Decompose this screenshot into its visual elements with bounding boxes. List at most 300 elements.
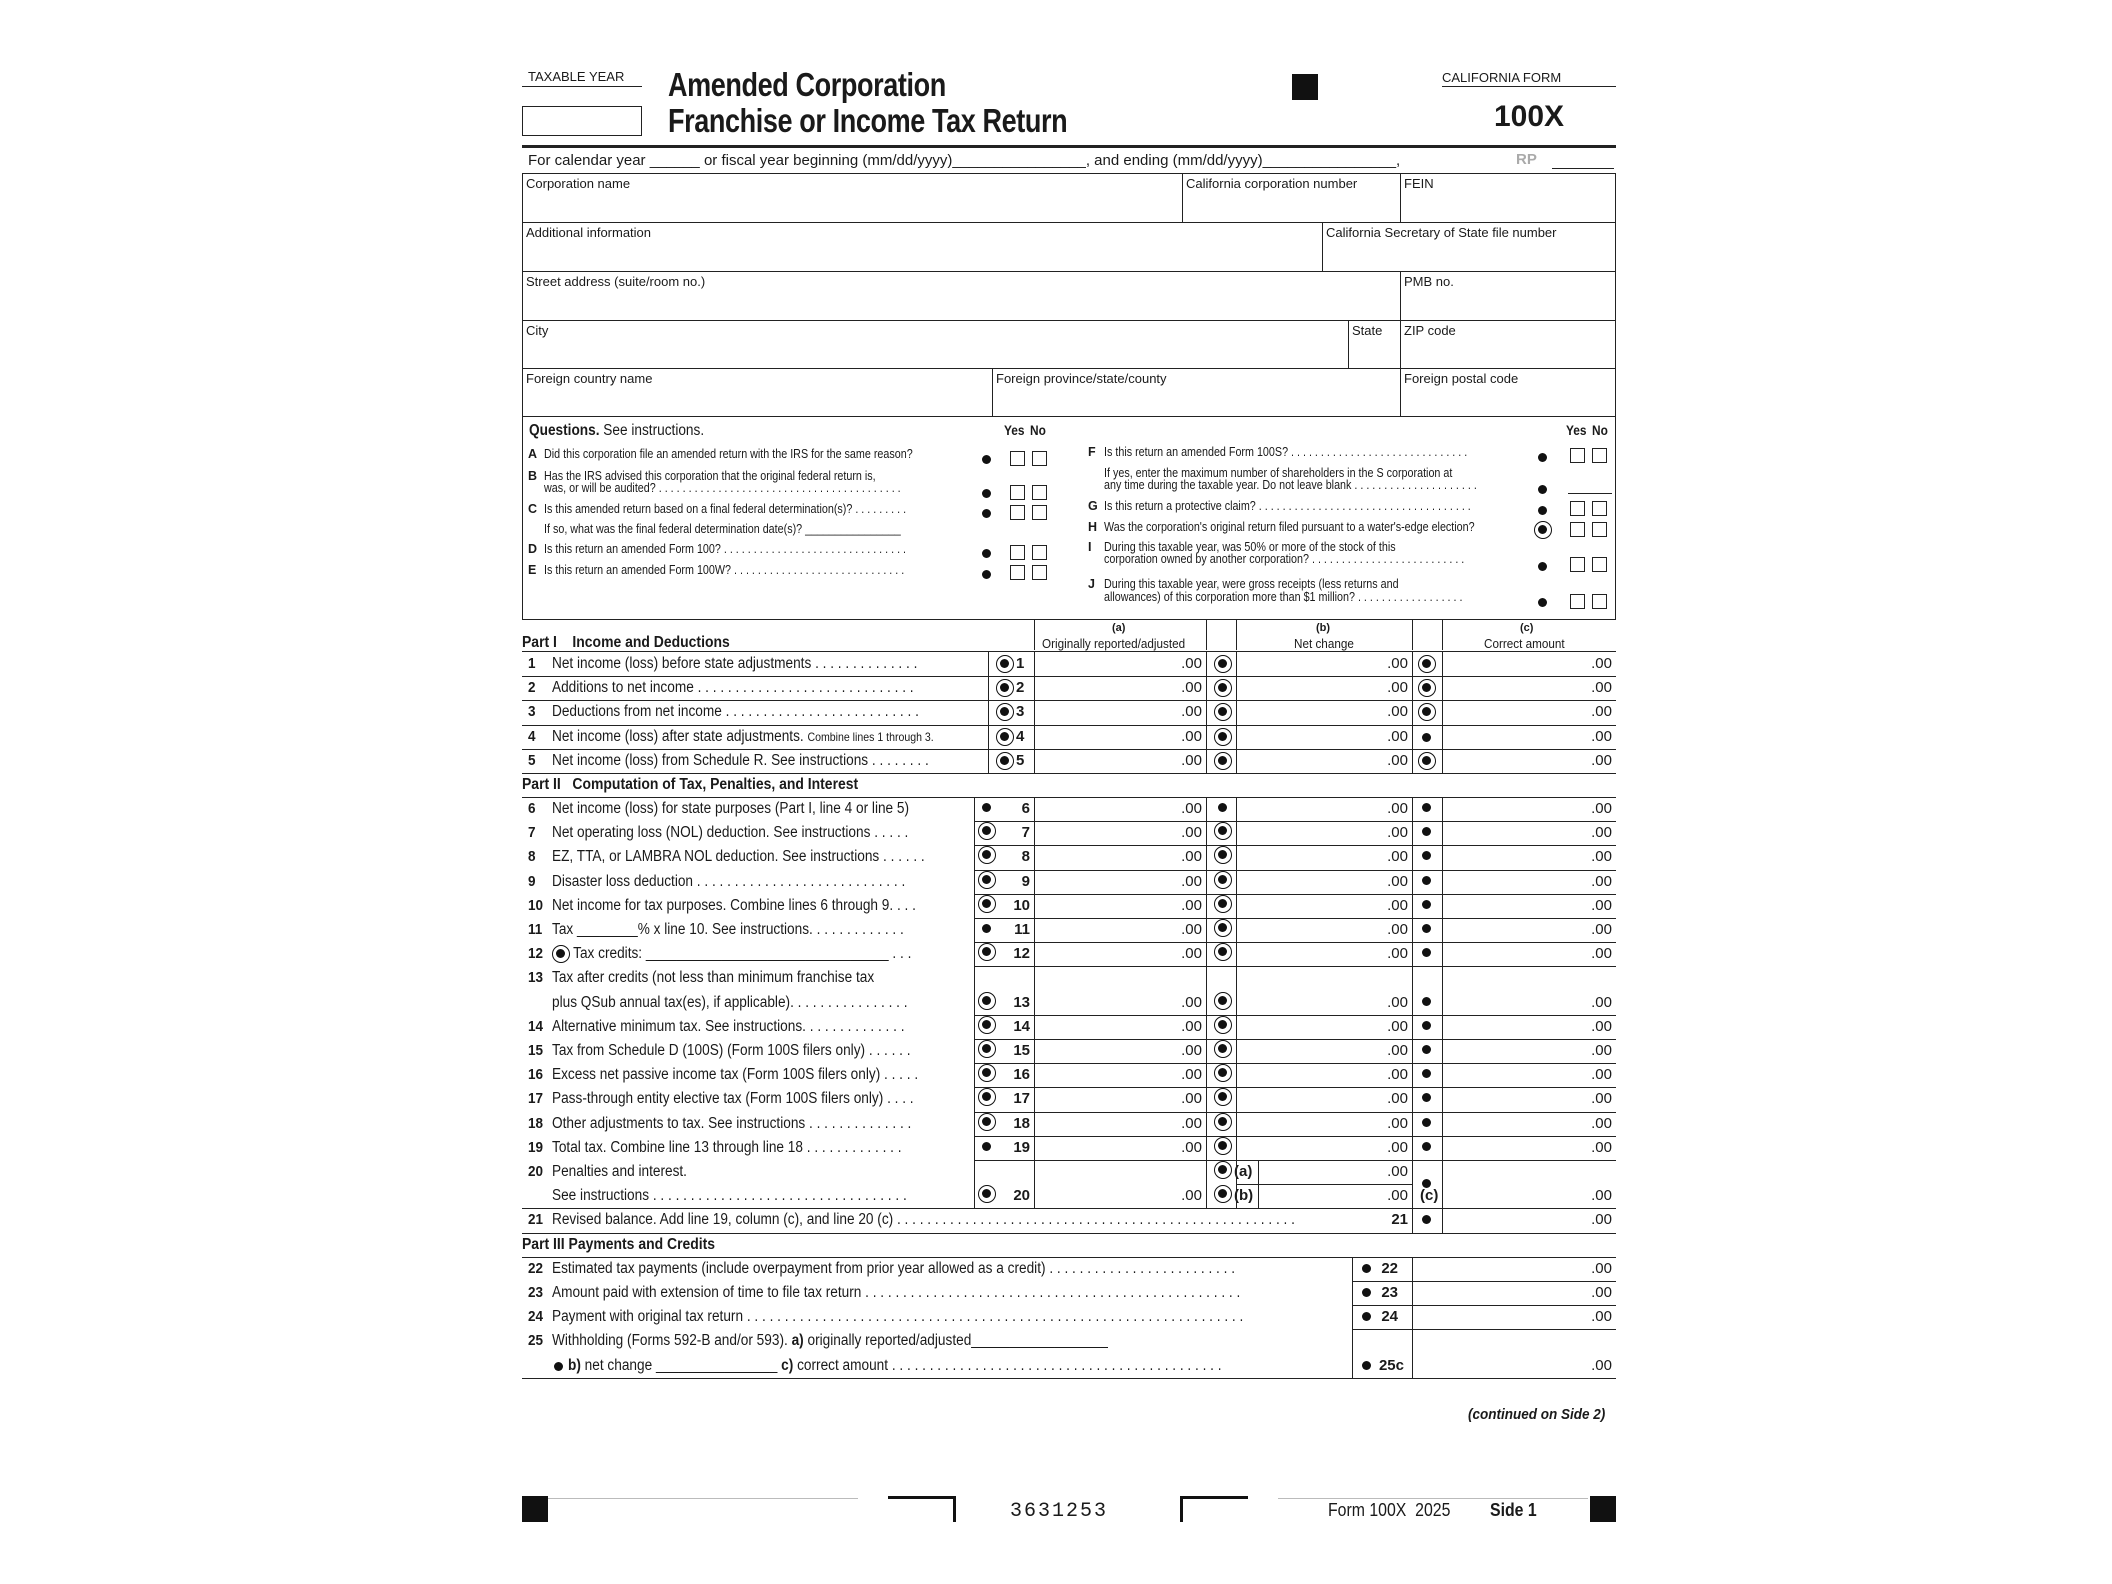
- line-4-col-a[interactable]: .00: [1181, 727, 1202, 745]
- line-description: Tax credits: ________________________________ . . .: [573, 945, 912, 963]
- line-box-number: 15: [1013, 1042, 1030, 1059]
- line-17-col-b[interactable]: .00: [1387, 1090, 1408, 1108]
- rp-label: RP: [1516, 151, 1537, 168]
- question-text: Is this amended return based on a final federal determination(s)? . . . . . . . . .: [544, 502, 907, 516]
- line-box-number: 8: [1021, 848, 1030, 866]
- line-marker: [1214, 822, 1232, 840]
- question-text: During this taxable year, was 50% or more of the stock of this: [1104, 540, 1396, 554]
- line-9-col-a[interactable]: .00: [1181, 872, 1202, 890]
- line-box-number: 5: [1016, 751, 1025, 769]
- line-6-col-a[interactable]: .00: [1181, 800, 1202, 817]
- line-16-col-a[interactable]: .00: [1181, 1066, 1202, 1084]
- line-marker: [1422, 1215, 1431, 1224]
- line-18-col-b[interactable]: .00: [1387, 1114, 1408, 1132]
- line-3-col-a[interactable]: .00: [1181, 703, 1202, 721]
- line-marker: [1214, 1064, 1232, 1082]
- question-i-no-checkbox[interactable]: [1592, 557, 1607, 572]
- line-description: EZ, TTA, or LAMBRA NOL deduction. See instructions . . . . . .: [552, 848, 925, 866]
- line-marker: [1214, 943, 1232, 961]
- form-100x: [522, 60, 1616, 1560]
- line-20-col-b-b[interactable]: .00: [1387, 1187, 1408, 1205]
- line-description: Revised balance. Add line 19, column (c), and line 20 (c) . . . . . . . . . . . . . . . . . . . . . . . . . . . . . . . . . . . . . . . . . . . . . . . . . . . . .: [552, 1211, 1295, 1229]
- line-box-number: 11: [1014, 921, 1030, 938]
- line-number: 25: [528, 1332, 544, 1350]
- line-box-number: 17: [1013, 1090, 1030, 1108]
- line-marker: [1422, 733, 1431, 742]
- line-description: Tax from Schedule D (100S) (Form 100S filers only) . . . . . .: [552, 1042, 911, 1059]
- question-b-marker: [982, 489, 991, 498]
- line-number: 12: [528, 945, 544, 963]
- line-marker: [996, 655, 1014, 673]
- line-description: Additions to net income . . . . . . . . . . . . . . . . . . . . . . . . . . . . .: [552, 679, 914, 697]
- line-15-col-b[interactable]: .00: [1387, 1042, 1408, 1059]
- line-3-col-c[interactable]: .00: [1591, 703, 1612, 721]
- part2-title: Computation of Tax, Penalties, and Interest: [572, 776, 859, 793]
- line-15-col-a[interactable]: .00: [1181, 1042, 1202, 1059]
- line-marker: [1214, 846, 1232, 864]
- question-a-yes-checkbox[interactable]: [1010, 451, 1025, 466]
- line-marker: [1422, 876, 1431, 885]
- foreign-country-field[interactable]: Foreign country name: [526, 371, 653, 386]
- line-box-number: 23: [1381, 1284, 1398, 1301]
- line-22-amount[interactable]: .00: [1591, 1259, 1612, 1277]
- line-marker: [1214, 1185, 1232, 1203]
- question-e-no-checkbox[interactable]: [1032, 565, 1047, 580]
- footer-side-label: Side 1: [1490, 1500, 1537, 1520]
- question-d-no-checkbox[interactable]: [1032, 545, 1047, 560]
- line-description: Tax ________% x line 10. See instructions. . . . . . . . . . . . .: [552, 921, 904, 938]
- question-g-no-checkbox[interactable]: [1592, 501, 1607, 516]
- line-25b-marker: [554, 1362, 563, 1371]
- line-number: 17: [528, 1090, 544, 1108]
- question-c-no-checkbox[interactable]: [1032, 505, 1047, 520]
- question-f-no-checkbox[interactable]: [1592, 448, 1607, 463]
- line-7-col-c[interactable]: .00: [1591, 824, 1612, 842]
- line-15-col-c[interactable]: .00: [1591, 1042, 1612, 1059]
- form-title-line1: Amended Corporation: [668, 66, 946, 103]
- line-marker: [1422, 948, 1431, 957]
- line-13-col-b[interactable]: .00: [1387, 993, 1408, 1011]
- col-c-letter: (c): [1520, 622, 1534, 634]
- line-box-number: 14: [1013, 1017, 1030, 1035]
- line-marker: [1422, 827, 1431, 836]
- question-letter: E: [528, 563, 537, 577]
- col-b-letter: (b): [1316, 622, 1331, 634]
- part1-title: Income and Deductions: [572, 634, 730, 651]
- line-marker: [1214, 728, 1232, 746]
- line-marker: [996, 679, 1014, 697]
- line-marker: [978, 1064, 996, 1082]
- line-1-col-c[interactable]: .00: [1591, 655, 1612, 672]
- question-letter: D: [528, 542, 538, 556]
- line-12-col-a[interactable]: .00: [1181, 945, 1202, 963]
- corner-mark-right: [1180, 1496, 1248, 1522]
- city-field[interactable]: City: [526, 323, 549, 338]
- part3-title: Payments and Credits: [568, 1235, 716, 1253]
- line-marker: [1422, 1045, 1431, 1054]
- line-13-col-c[interactable]: .00: [1591, 993, 1612, 1011]
- question-letter: H: [1088, 520, 1098, 534]
- line-number: 22: [528, 1259, 544, 1277]
- line-marker: [1214, 752, 1232, 770]
- line-17-col-a[interactable]: .00: [1181, 1090, 1202, 1108]
- col-b-label: Net change: [1294, 636, 1354, 651]
- question-text: Is this return an amended Form 100W? . . . . . . . . . . . . . . . . . . . . . . . . . . . . .: [544, 563, 905, 577]
- question-letter: F: [1088, 445, 1096, 459]
- line-description: Deductions from net income . . . . . . . . . . . . . . . . . . . . . . . . . .: [552, 703, 919, 721]
- line-number: 7: [528, 824, 536, 842]
- question-letter: A: [528, 447, 538, 461]
- line-description: Estimated tax payments (include overpayment from prior year allowed as a credit) . . . . . . . . . . . . . . . . . . . . . . . . .: [552, 1259, 1236, 1277]
- question-i-marker: [1538, 562, 1547, 571]
- line-marker: [1214, 1113, 1232, 1131]
- taxable-year-input[interactable]: [522, 106, 642, 136]
- no-header-right: No: [1592, 422, 1608, 438]
- corporation-name-field[interactable]: Corporation name: [526, 176, 631, 191]
- line-12-col-c[interactable]: .00: [1591, 945, 1612, 963]
- line-marker: [996, 728, 1014, 746]
- line-box-number: 7: [1021, 824, 1030, 842]
- line-marker: [1214, 703, 1232, 721]
- line-description: Amount paid with extension of time to file tax return . . . . . . . . . . . . . . . . . . . . . . . . . . . . . . . . . . . . . . . . . . . . . . . . . .: [552, 1284, 1241, 1301]
- ca-corporation-number-field[interactable]: California corporation number: [1186, 176, 1358, 191]
- line-19-col-a[interactable]: .00: [1181, 1138, 1202, 1156]
- line-description: Net income (loss) from Schedule R. See instructions . . . . . . . .: [552, 751, 929, 769]
- line-25-description-2: b) net change ________________ c) correct amount . . . . . . . . . . . . . . . . . . . . . . . . . . . . . . . . . . . . . . . . . . . .: [568, 1356, 1222, 1374]
- line-number: 11: [528, 921, 543, 938]
- line-marker: [1214, 895, 1232, 913]
- question-letter: I: [1088, 540, 1092, 554]
- question-text: If yes, enter the maximum number of shareholders in the S corporation at: [1104, 466, 1453, 480]
- line-18-col-c[interactable]: .00: [1591, 1114, 1612, 1132]
- part3-heading: [522, 1236, 715, 1254]
- line-10-col-c[interactable]: .00: [1591, 896, 1612, 914]
- question-text: Has the IRS advised this corporation that the original federal return is,: [544, 469, 876, 483]
- question-h-yes-checkbox[interactable]: [1570, 522, 1585, 537]
- line-description: Alternative minimum tax. See instructions. . . . . . . . . . . . . .: [552, 1017, 905, 1035]
- question-a-marker: [982, 455, 991, 464]
- line-marker: [978, 1113, 996, 1131]
- line-marker: [978, 871, 996, 889]
- line-13-col-a[interactable]: .00: [1181, 993, 1202, 1011]
- line-number: 10: [528, 896, 544, 914]
- line-21-col-c[interactable]: .00: [1591, 1211, 1612, 1229]
- line-description: Disaster loss deduction . . . . . . . . . . . . . . . . . . . . . . . . . . . .: [552, 872, 906, 890]
- additional-information-field[interactable]: Additional information: [526, 225, 652, 240]
- line-marker: [1422, 1142, 1431, 1151]
- line-1-col-a[interactable]: .00: [1181, 655, 1202, 672]
- line-2-col-c[interactable]: .00: [1591, 679, 1612, 697]
- col-c-label: Correct amount: [1484, 636, 1565, 651]
- line-description: Pass-through entity elective tax (Form 100S filers only) . . . .: [552, 1090, 914, 1108]
- question-letter: B: [528, 469, 538, 483]
- line-marker: [982, 924, 991, 933]
- line-marker: [1418, 655, 1436, 673]
- line-marker: [982, 803, 991, 812]
- line-number: 19: [528, 1138, 544, 1156]
- line-description: Payment with original tax return . . . . . . . . . . . . . . . . . . . . . . . . . . . . . . . . . . . . . . . . . . . . . . . . . . . . . . . . . . . . . . . . . .: [552, 1308, 1244, 1326]
- line-10-col-b[interactable]: .00: [1387, 896, 1408, 914]
- line-marker: [978, 1040, 996, 1058]
- line-description: Net income (loss) before state adjustments . . . . . . . . . . . . . .: [552, 655, 918, 672]
- line-description: Tax after credits (not less than minimum franchise tax: [552, 969, 875, 987]
- question-text: Is this return an amended Form 100S? . . . . . . . . . . . . . . . . . . . . . . . . . . . . . .: [1104, 445, 1468, 459]
- line-box-number: 1: [1016, 655, 1025, 672]
- line-19-col-c[interactable]: .00: [1591, 1138, 1612, 1156]
- continued-note: (continued on Side 2): [1468, 1406, 1606, 1423]
- line-14-col-b[interactable]: .00: [1387, 1017, 1408, 1035]
- line-number: 24: [528, 1308, 544, 1326]
- line-box-number: 24: [1381, 1308, 1398, 1326]
- question-b-no-checkbox[interactable]: [1032, 485, 1047, 500]
- line-6-col-c[interactable]: .00: [1591, 800, 1612, 817]
- line-7-col-b[interactable]: .00: [1387, 824, 1408, 842]
- line-description: Net income for tax purposes. Combine lines 6 through 9. . . .: [552, 896, 916, 914]
- line-description: Net operating loss (NOL) deduction. See instructions . . . . .: [552, 824, 909, 842]
- line-description: Penalties and interest.: [552, 1163, 687, 1180]
- line-marker: [1362, 1312, 1371, 1321]
- line-8-col-b[interactable]: .00: [1387, 848, 1408, 866]
- question-text: During this taxable year, were gross receipts (less returns and: [1104, 577, 1399, 591]
- question-j-yes-checkbox[interactable]: [1570, 594, 1585, 609]
- line-14-col-a[interactable]: .00: [1181, 1017, 1202, 1035]
- line-16-col-b[interactable]: .00: [1387, 1066, 1408, 1084]
- line-number: 8: [528, 848, 536, 866]
- line-number: 15: [528, 1042, 544, 1059]
- line-marker: [978, 846, 996, 864]
- line-number: 16: [528, 1066, 544, 1084]
- no-header-left: No: [1030, 422, 1046, 438]
- line-box-number: 16: [1013, 1066, 1030, 1084]
- sos-file-number-field[interactable]: California Secretary of State file number: [1326, 225, 1557, 240]
- question-c-yes-checkbox[interactable]: [1010, 505, 1025, 520]
- line-box-number: 19: [1013, 1138, 1030, 1156]
- line-number: 13: [528, 969, 544, 987]
- line-description: Total tax. Combine line 13 through line 18 . . . . . . . . . . . . .: [552, 1138, 902, 1156]
- foreign-province-field[interactable]: Foreign province/state/county: [996, 371, 1167, 386]
- line-5-col-c[interactable]: .00: [1591, 751, 1612, 769]
- question-b-yes-checkbox[interactable]: [1010, 485, 1025, 500]
- question-i-yes-checkbox[interactable]: [1570, 557, 1585, 572]
- line-marker: [1422, 1021, 1431, 1030]
- line-box-number: 20: [1013, 1187, 1030, 1205]
- line-marker: [1214, 919, 1232, 937]
- line-8-col-c[interactable]: .00: [1591, 848, 1612, 866]
- line-marker: [978, 992, 996, 1010]
- line-number: 23: [528, 1284, 544, 1301]
- line-4-col-b[interactable]: .00: [1387, 727, 1408, 745]
- form-title-line2: Franchise or Income Tax Return: [668, 102, 1068, 139]
- footer-form-label: Form 100X 2025: [1328, 1500, 1451, 1520]
- line-marker: [1214, 655, 1232, 673]
- taxable-year-label: TAXABLE YEAR: [528, 69, 625, 84]
- line-box-number: 9: [1021, 872, 1030, 890]
- line-23-amount[interactable]: .00: [1591, 1284, 1612, 1301]
- line-1-col-b[interactable]: .00: [1387, 655, 1408, 672]
- part3-label: Part III: [522, 1235, 565, 1253]
- line-number: 1: [528, 655, 536, 672]
- pmb-field[interactable]: PMB no.: [1404, 274, 1454, 289]
- foreign-postal-field[interactable]: Foreign postal code: [1404, 371, 1519, 386]
- line-20-sub-b-label: (b): [1234, 1187, 1254, 1205]
- line-20-col-c[interactable]: .00: [1591, 1187, 1612, 1205]
- part1-label: Part I: [522, 634, 557, 651]
- question-j-no-checkbox[interactable]: [1592, 594, 1607, 609]
- line-6-col-b[interactable]: .00: [1387, 800, 1408, 817]
- question-g-yes-checkbox[interactable]: [1570, 501, 1585, 516]
- line-description: Net income (loss) for state purposes (Part I, line 4 or line 5): [552, 800, 910, 817]
- line-8-col-a[interactable]: .00: [1181, 848, 1202, 866]
- line-16-col-c[interactable]: .00: [1591, 1066, 1612, 1084]
- line-marker: [1214, 1016, 1232, 1034]
- line-description: Excess net passive income tax (Form 100S filers only) . . . . .: [552, 1066, 919, 1084]
- line-20-sub-c-label: (c): [1420, 1187, 1439, 1205]
- yes-header-right: Yes: [1566, 422, 1587, 438]
- line-marker: [996, 752, 1014, 770]
- line-marker: [1214, 1088, 1232, 1106]
- line-marker: [1422, 1069, 1431, 1078]
- line-9-col-b[interactable]: .00: [1387, 872, 1408, 890]
- line-20-sub-a-label: (a): [1234, 1163, 1253, 1180]
- line-20-col-b-a[interactable]: .00: [1387, 1163, 1408, 1180]
- line-number: 2: [528, 679, 536, 697]
- questions-title: Questions.: [529, 422, 600, 439]
- line-marker: [1362, 1264, 1371, 1273]
- question-h-marker: [1534, 521, 1552, 539]
- line-20-col-a[interactable]: .00: [1181, 1187, 1202, 1205]
- question-e-yes-checkbox[interactable]: [1010, 565, 1025, 580]
- line-7-col-a[interactable]: .00: [1181, 824, 1202, 842]
- question-a-no-checkbox[interactable]: [1032, 451, 1047, 466]
- line-marker: [1418, 703, 1436, 721]
- line-19-col-b[interactable]: .00: [1387, 1138, 1408, 1156]
- footer-registration-mark-right: [1590, 1496, 1616, 1522]
- line-25c-amount[interactable]: .00: [1591, 1356, 1612, 1374]
- question-text: was, or will be audited? . . . . . . . . . . . . . . . . . . . . . . . . . . . . . . . . . . . . . . . . .: [544, 481, 901, 495]
- line-18-col-a[interactable]: .00: [1181, 1114, 1202, 1132]
- barcode-number: 3631253: [1010, 1500, 1109, 1523]
- line-number: 14: [528, 1017, 544, 1035]
- line-box-number: 13: [1013, 993, 1030, 1011]
- col-a-letter: (a): [1112, 622, 1126, 634]
- line-4-col-c[interactable]: .00: [1591, 727, 1612, 745]
- tax-period-line[interactable]: For calendar year ______ or fiscal year beginning (mm/dd/yyyy)________________, and ending (mm/dd/yyyy)________________,: [528, 152, 1401, 169]
- question-text: Did this corporation file an amended return with the IRS for the same reason?: [544, 447, 913, 461]
- line-3-col-b[interactable]: .00: [1387, 703, 1408, 721]
- question-text: If so, what was the final federal determination date(s)? ________________: [544, 522, 901, 536]
- line-marker: [978, 943, 996, 961]
- shareholder-count-input[interactable]: [1568, 493, 1612, 494]
- line-marker: [1214, 1040, 1232, 1058]
- line-marker: [1422, 1093, 1431, 1102]
- line-11-col-b[interactable]: .00: [1387, 921, 1408, 938]
- line-marker: [978, 1185, 996, 1203]
- line-5-col-b[interactable]: .00: [1387, 751, 1408, 769]
- fein-field[interactable]: FEIN: [1404, 176, 1434, 191]
- zip-code-field[interactable]: ZIP code: [1404, 323, 1456, 338]
- line-9-col-c[interactable]: .00: [1591, 872, 1612, 890]
- line-14-col-c[interactable]: .00: [1591, 1017, 1612, 1035]
- line-description: plus QSub annual tax(es), if applicable). . . . . . . . . . . . . . . .: [552, 993, 908, 1011]
- registration-mark: [1292, 74, 1318, 100]
- street-address-field[interactable]: Street address (suite/room no.): [526, 274, 706, 289]
- col-a-label: Originally reported/adjusted: [1042, 636, 1186, 651]
- part2-heading: [522, 776, 858, 794]
- question-f-marker: [1538, 453, 1547, 462]
- line-11-col-c[interactable]: .00: [1591, 921, 1612, 938]
- line-11-col-a[interactable]: .00: [1181, 921, 1202, 938]
- line-marker: [1418, 752, 1436, 770]
- line-25b-input[interactable]: net change ________________: [584, 1356, 778, 1374]
- question-text: allowances) of this corporation more than $1 million? . . . . . . . . . . . . . . . . . .: [1104, 590, 1463, 604]
- question-text: corporation owned by another corporation? . . . . . . . . . . . . . . . . . . . . . . . . . .: [1104, 552, 1465, 566]
- california-form-label: CALIFORNIA FORM: [1442, 70, 1562, 85]
- line-marker: [1214, 1161, 1232, 1179]
- line-17-col-c[interactable]: .00: [1591, 1090, 1612, 1108]
- line-box-number: 22: [1381, 1259, 1398, 1277]
- line-marker: [1422, 851, 1431, 860]
- question-letter: C: [528, 502, 538, 516]
- line-number: 21: [528, 1211, 544, 1229]
- part2-label: Part II: [522, 776, 561, 793]
- line-number: 5: [528, 751, 536, 769]
- question-g-marker: [1538, 506, 1547, 515]
- line-marker: [1218, 803, 1227, 812]
- line-number: 3: [528, 703, 536, 721]
- question-letter: J: [1088, 577, 1095, 591]
- line-24-amount[interactable]: .00: [1591, 1308, 1612, 1326]
- line-2-col-a[interactable]: .00: [1181, 679, 1202, 697]
- line-5-col-a[interactable]: .00: [1181, 751, 1202, 769]
- question-text: any time during the taxable year. Do not leave blank . . . . . . . . . . . . . . . . . . . . .: [1104, 478, 1477, 492]
- line-2-col-b[interactable]: .00: [1387, 679, 1408, 697]
- line-marker: [1214, 1137, 1232, 1155]
- line-25a-input[interactable]: originally reported/adjusted__________________: [807, 1332, 1108, 1350]
- line-marker: [1422, 803, 1431, 812]
- line-marker: [1418, 679, 1436, 697]
- question-f-yes-checkbox[interactable]: [1570, 448, 1585, 463]
- question-letter: G: [1088, 499, 1098, 513]
- line-box-number: 3: [1016, 703, 1025, 721]
- line-box-number: 10: [1013, 896, 1030, 914]
- line-25-description: Withholding (Forms 592-B and/or 593). a) originally reported/adjusted__________________: [552, 1332, 1108, 1350]
- line-marker: [1422, 997, 1431, 1006]
- question-f-count-marker: [1538, 485, 1547, 494]
- question-d-yes-checkbox[interactable]: [1010, 545, 1025, 560]
- line-10-col-a[interactable]: .00: [1181, 896, 1202, 914]
- question-text: Was the corporation's original return filed pursuant to a water's-edge election?: [1104, 520, 1475, 534]
- line-marker: [978, 1016, 996, 1034]
- questions-subtitle: See instructions.: [603, 422, 705, 439]
- question-text: Is this return a protective claim? . . . . . . . . . . . . . . . . . . . . . . . . . . . . . . . . . . . .: [1104, 499, 1471, 513]
- line-marker: [1214, 992, 1232, 1010]
- line-description: Net income (loss) after state adjustments. Combine lines 1 through 3.: [552, 727, 934, 745]
- line-description: See instructions . . . . . . . . . . . . . . . . . . . . . . . . . . . . . . . . . .: [552, 1187, 907, 1205]
- question-d-marker: [982, 549, 991, 558]
- corner-mark-left: [888, 1496, 956, 1522]
- line-marker: [1362, 1288, 1371, 1297]
- line-number: 18: [528, 1114, 544, 1132]
- line-marker: [1422, 1118, 1431, 1127]
- line-box-number: 18: [1013, 1114, 1030, 1132]
- line-description: Other adjustments to tax. See instructions . . . . . . . . . . . . . .: [552, 1114, 912, 1132]
- line-marker: [996, 703, 1014, 721]
- line-12-col-b[interactable]: .00: [1387, 945, 1408, 963]
- line-box-number: 12: [1013, 945, 1030, 963]
- question-h-no-checkbox[interactable]: [1592, 522, 1607, 537]
- state-field[interactable]: State: [1352, 323, 1383, 338]
- line-box-number: 21: [1391, 1211, 1408, 1229]
